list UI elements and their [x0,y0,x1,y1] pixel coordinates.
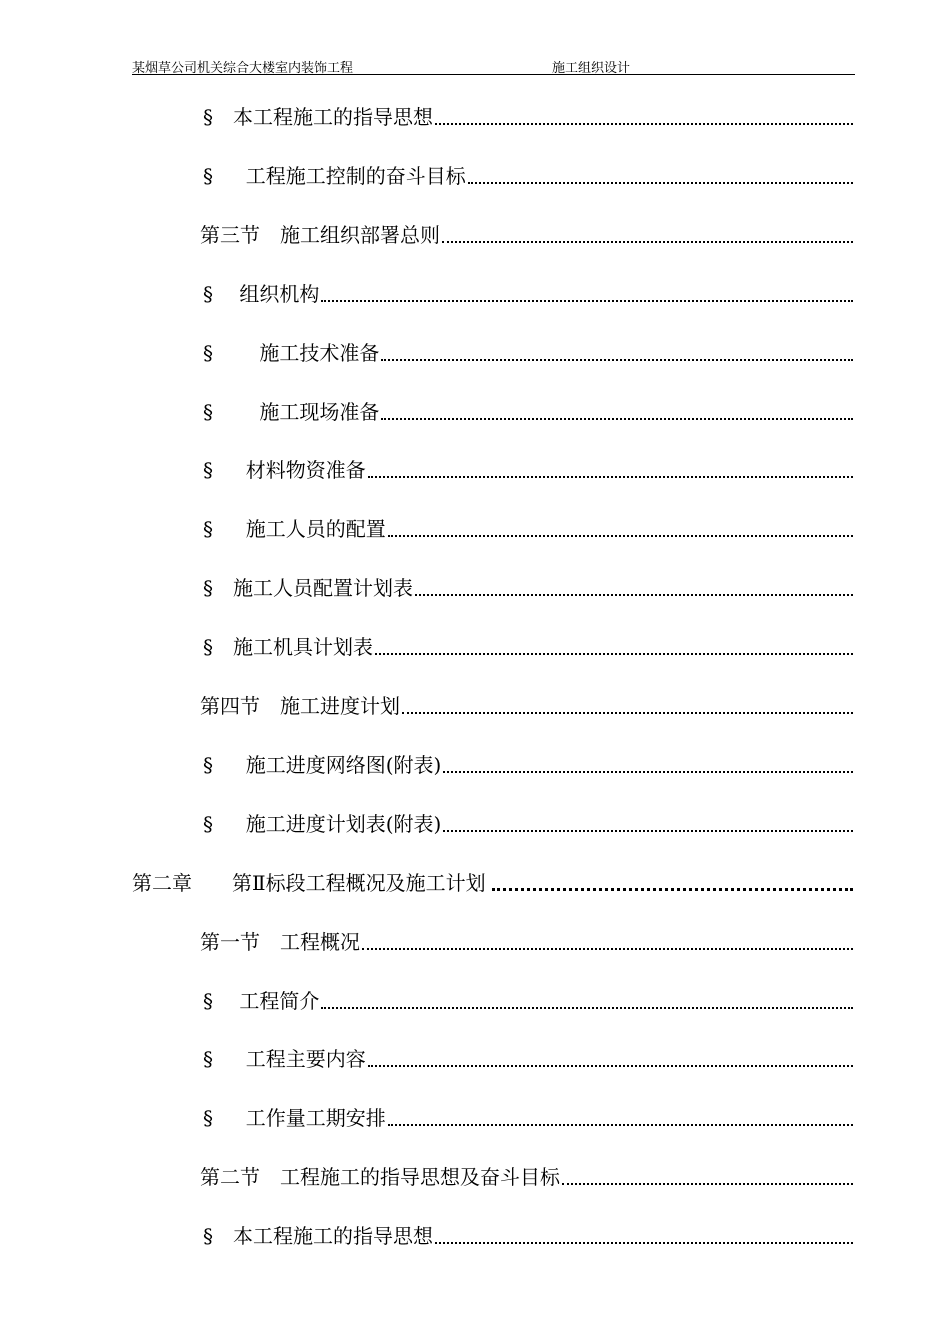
toc-entry-title: § 本工程施工的指导思想 [203,105,433,129]
toc-entry-section[interactable] [200,1160,853,1190]
toc-entry-item[interactable] [203,336,853,366]
dot-leader [443,770,853,773]
toc-entry-title: § 材料物资准备 [203,458,366,482]
header-doc-title: 施工组织设计 [552,61,631,76]
dot-leader [415,593,853,596]
toc-entry-item[interactable] [203,100,853,130]
toc-entry-section[interactable] [200,689,853,719]
toc-entry-title: § 施工进度网络图(附表) [203,753,442,777]
toc-entry-section[interactable] [200,218,853,248]
dot-leader [368,1064,853,1067]
toc-entry-item[interactable] [203,395,853,425]
dot-leader [375,652,853,655]
toc-entry-title: § 施工人员配置计划表 [203,576,413,600]
dot-leader [443,829,853,832]
toc-entry-item[interactable] [203,630,853,660]
toc-entry-item[interactable] [203,453,853,483]
dot-leader [492,887,853,891]
toc-entry-item[interactable] [203,1219,853,1249]
toc-entry-title: § 工程主要内容 [203,1047,366,1071]
page-header [132,56,855,75]
toc-entry-title: § 组织机构 [203,282,320,306]
toc-entry-title: § 施工机具计划表 [203,635,373,659]
toc-entry-title: 第三节 施工组织部署总则 [200,223,440,247]
toc-entry-title: 第四节 施工进度计划 [200,694,400,718]
toc-entry-item[interactable] [203,1101,853,1131]
dot-leader [362,947,853,950]
toc-entry-item[interactable] [203,571,853,601]
dot-leader [562,1182,853,1185]
toc-entry-title: § 工作量工期安排 [203,1106,386,1130]
dot-leader [381,417,853,420]
toc-entry-item[interactable] [203,159,853,189]
toc-entry-chapter[interactable] [132,866,853,896]
dot-leader [388,534,853,537]
toc-entry-title: 第二节 工程施工的指导思想及奋斗目标 [200,1165,560,1189]
toc-entry-title: 第一节 工程概况 [200,930,360,954]
dot-leader [321,1006,853,1009]
dot-leader [321,299,853,302]
dot-leader [435,1241,853,1244]
toc-entry-item[interactable] [203,277,853,307]
dot-leader [435,122,853,125]
toc-entry-section[interactable] [200,925,853,955]
toc-entry-title: § 施工现场准备 [203,400,380,424]
header-project-name: 某烟草公司机关综合大楼室内装饰工程 [132,61,354,76]
toc-entry-title: 第二章 第Ⅱ标段工程概况及施工计划 [132,871,486,895]
toc-entry-item[interactable] [203,1042,853,1072]
toc-entry-title: § 施工技术准备 [203,341,380,365]
toc-entry-title: § 工程施工控制的奋斗目标 [203,164,466,188]
toc-entry-title: § 施工进度计划表(附表) [203,812,442,836]
dot-leader [368,475,853,478]
dot-leader [468,181,853,184]
toc-entry-item[interactable] [203,984,853,1014]
toc-entry-title: § 施工人员的配置 [203,517,386,541]
dot-leader [402,711,853,714]
toc-entry-title: § 工程简介 [203,989,320,1013]
dot-leader [388,1123,853,1126]
toc-entry-item[interactable] [203,807,853,837]
toc-entry-item[interactable] [203,512,853,542]
dot-leader [442,240,853,243]
dot-leader [381,358,853,361]
toc-entry-title: § 本工程施工的指导思想 [203,1224,433,1248]
toc-entry-item[interactable] [203,748,853,778]
